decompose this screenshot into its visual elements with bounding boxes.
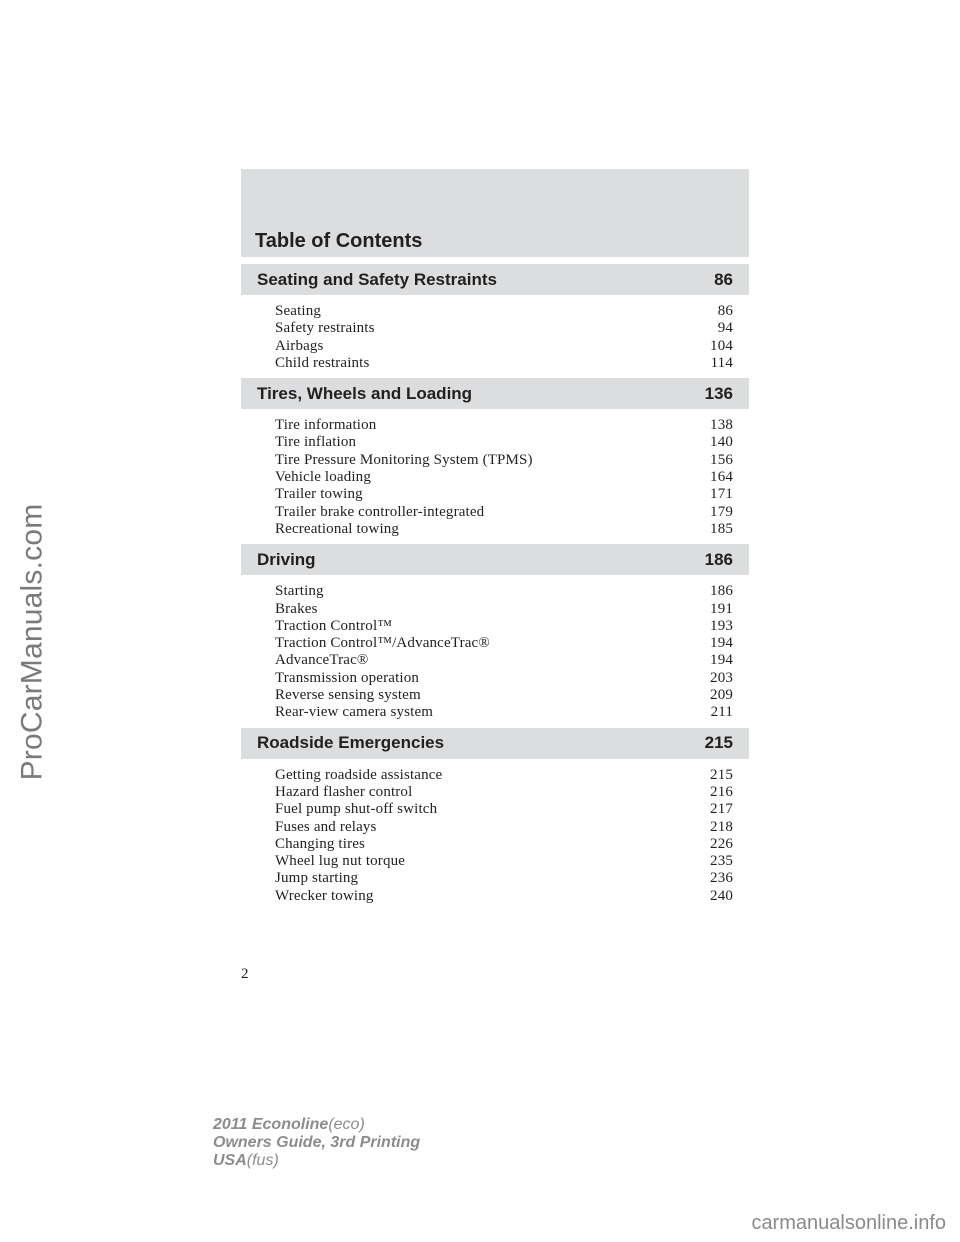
toc-entry[interactable] [275, 853, 733, 870]
bottom-watermark: carmanualsonline.info [751, 1212, 946, 1234]
section-title: Seating and Safety Restraints [257, 269, 497, 289]
toc-entry[interactable] [275, 836, 733, 853]
toc-entry[interactable] [275, 320, 733, 337]
entry-label: Brakes [275, 600, 318, 617]
document-footer [213, 1116, 420, 1170]
toc-entry[interactable] [275, 417, 733, 434]
footer-model-code: (eco) [328, 1116, 365, 1133]
entry-label: Traction Control™/AdvanceTrac® [275, 635, 490, 652]
entry-label: Recreational towing [275, 520, 400, 537]
footer-market-code: (fus) [246, 1152, 279, 1169]
entry-page: 185 [710, 520, 733, 537]
entry-label: Starting [275, 583, 324, 600]
toc-entry[interactable] [275, 704, 733, 721]
entry-page: 114 [710, 354, 733, 371]
entry-page: 217 [710, 801, 733, 818]
entry-page: 209 [710, 687, 733, 704]
entry-page: 191 [710, 600, 733, 617]
section-heading[interactable] [241, 378, 749, 409]
section-entries [241, 759, 749, 911]
entry-page: 215 [710, 766, 733, 783]
section-entries [241, 409, 749, 544]
toc-entry[interactable] [275, 601, 733, 618]
side-watermark-text: ProCarManuals.com [15, 503, 49, 781]
entry-page: 203 [710, 669, 733, 686]
toc-entry[interactable] [275, 303, 733, 320]
entry-label: Transmission operation [275, 669, 419, 686]
section-heading[interactable] [241, 264, 749, 295]
entry-label: Wrecker towing [275, 887, 374, 904]
entry-label: Safety restraints [275, 320, 375, 337]
entry-label: Child restraints [275, 354, 370, 371]
entry-label: Reverse sensing system [275, 687, 421, 704]
toc-entry[interactable] [275, 635, 733, 652]
entry-page: 216 [710, 783, 733, 800]
toc-entry[interactable] [275, 583, 733, 600]
toc-header-band [241, 169, 749, 257]
footer-line-model [213, 1116, 420, 1134]
entry-page: 235 [710, 853, 733, 870]
entry-label: Tire inflation [275, 434, 357, 451]
entry-page: 86 [717, 303, 733, 319]
footer-line-guide: Owners Guide, 3rd Printing [213, 1134, 421, 1151]
toc-entry[interactable] [275, 767, 733, 784]
toc-entry[interactable] [275, 819, 733, 836]
section-page: 215 [704, 733, 733, 753]
entry-page: 211 [710, 704, 733, 721]
page-number: 2 [241, 966, 249, 982]
entry-page: 138 [710, 417, 733, 434]
toc-entry[interactable] [275, 521, 733, 538]
toc-entry[interactable] [275, 888, 733, 905]
entry-page: 179 [710, 503, 733, 520]
entry-page: 194 [710, 635, 733, 652]
entry-label: Hazard flasher control [275, 783, 413, 800]
toc-entry[interactable] [275, 652, 733, 669]
toc-entry[interactable] [275, 469, 733, 486]
page-title: Table of Contents [255, 230, 423, 252]
footer-market: USA [213, 1152, 247, 1169]
entry-page: 104 [710, 337, 733, 354]
toc-entry[interactable] [275, 801, 733, 818]
toc-entry[interactable] [275, 486, 733, 503]
toc-entry[interactable] [275, 670, 733, 687]
section-heading[interactable] [241, 728, 749, 759]
section-title: Tires, Wheels and Loading [257, 383, 473, 403]
section-entries [241, 295, 749, 378]
entry-label: Fuses and relays [275, 818, 377, 835]
entry-page: 164 [710, 469, 733, 486]
table-of-contents [241, 264, 749, 911]
toc-entry[interactable] [275, 355, 733, 372]
entry-page: 194 [710, 652, 733, 669]
entry-page: 140 [710, 434, 733, 451]
entry-page: 193 [710, 617, 733, 634]
section-title: Roadside Emergencies [257, 733, 445, 753]
entry-label: Fuel pump shut-off switch [275, 801, 438, 818]
entry-page: 186 [710, 583, 733, 600]
entry-label: Trailer brake controller-integrated [275, 503, 485, 520]
entry-label: Vehicle loading [275, 469, 371, 486]
entry-label: Wheel lug nut torque [275, 853, 406, 870]
entry-page: 218 [710, 818, 733, 835]
toc-entry[interactable] [275, 687, 733, 704]
toc-entry[interactable] [275, 434, 733, 451]
entry-label: Getting roadside assistance [275, 766, 443, 783]
section-title: Driving [257, 549, 316, 569]
toc-entry[interactable] [275, 784, 733, 801]
toc-entry[interactable] [275, 504, 733, 521]
entry-label: Seating [275, 303, 322, 319]
entry-page: 226 [710, 835, 733, 852]
entry-page: 171 [710, 486, 733, 503]
entry-label: Tire information [275, 417, 377, 434]
section-page: 136 [704, 383, 733, 403]
entry-label: Tire Pressure Monitoring System (TPMS) [275, 451, 533, 468]
entry-label: Trailer towing [275, 486, 363, 503]
footer-model: 2011 Econoline [213, 1116, 329, 1133]
footer-line-market [213, 1152, 420, 1170]
toc-entry[interactable] [275, 618, 733, 635]
section-page: 86 [714, 269, 733, 289]
entry-label: Jump starting [275, 870, 359, 887]
entry-label: Airbags [275, 337, 324, 354]
entry-label: AdvanceTrac® [275, 652, 369, 669]
entry-label: Rear-view camera system [275, 704, 434, 721]
entry-page: 94 [717, 320, 733, 337]
entry-page: 236 [710, 870, 733, 887]
entry-label: Traction Control™ [275, 617, 393, 634]
toc-entry[interactable] [275, 338, 733, 355]
section-page: 186 [704, 549, 733, 569]
toc-entry[interactable] [275, 870, 733, 887]
entry-label: Changing tires [275, 835, 366, 852]
entry-page: 156 [710, 451, 733, 468]
section-entries [241, 575, 749, 727]
section-heading[interactable] [241, 544, 749, 575]
entry-page: 240 [710, 887, 733, 904]
side-watermark [12, 362, 52, 922]
toc-entry[interactable] [275, 452, 733, 469]
